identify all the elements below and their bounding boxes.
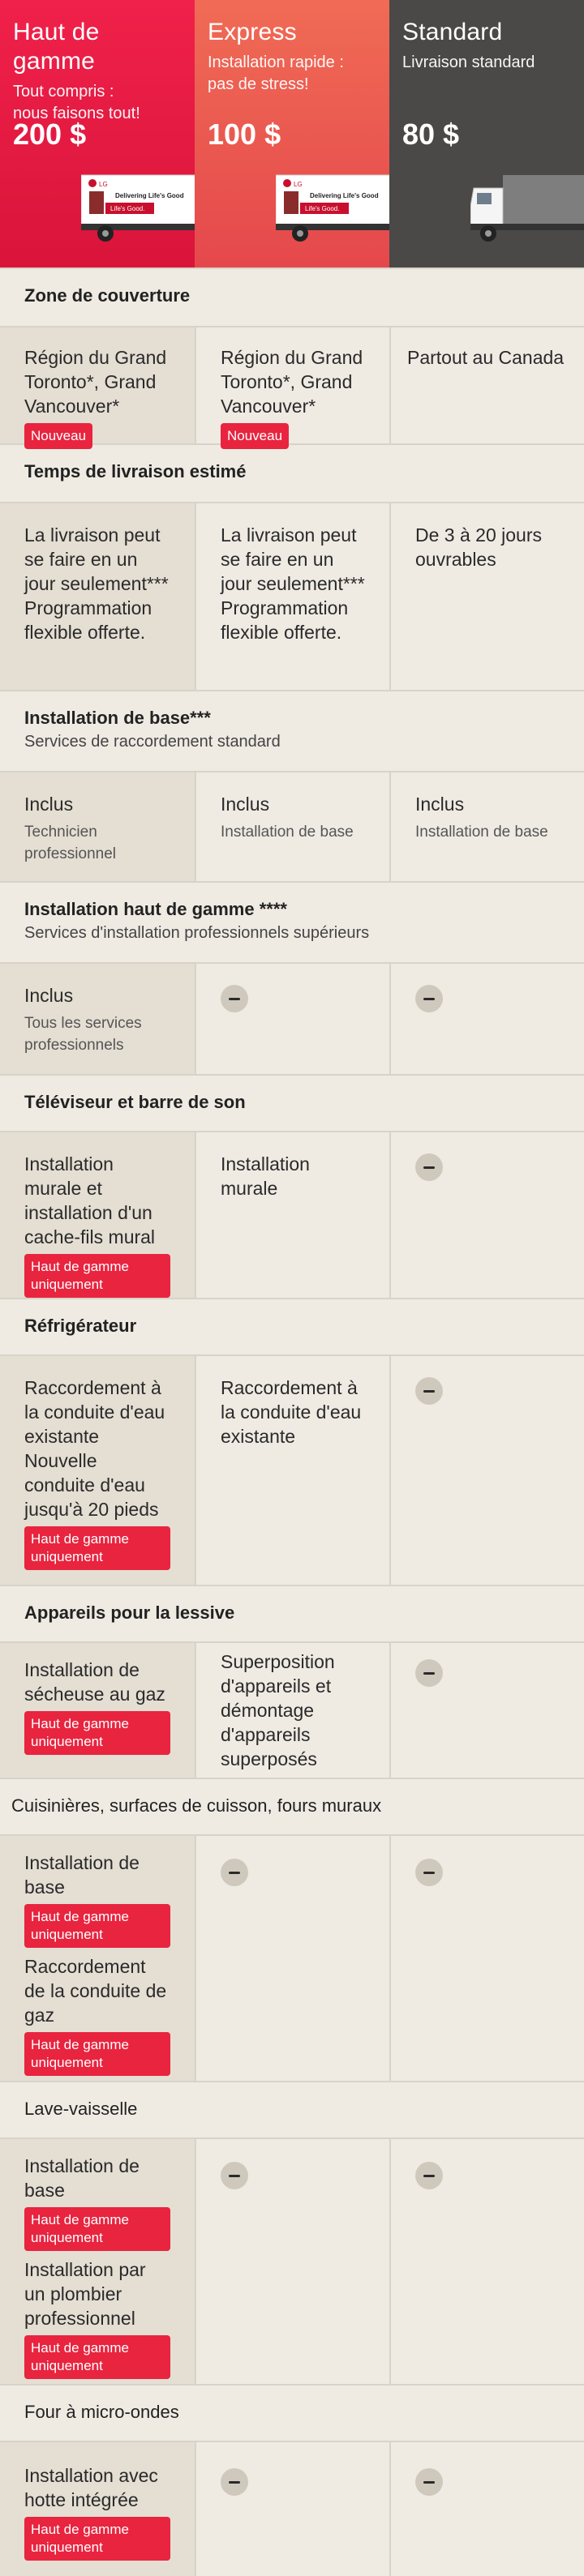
cell-value: Partout au Canada <box>407 347 565 368</box>
coverage-standard <box>389 327 584 443</box>
category-title: Four à micro-ondes <box>24 2402 179 2422</box>
new-badge: Nouveau <box>221 423 289 449</box>
category-tv <box>0 1074 584 1131</box>
microwave-premium <box>0 2442 195 2576</box>
plan-desc-line: Livraison standard <box>402 53 535 71</box>
not-included-icon <box>221 985 248 1012</box>
category-laundry <box>0 1585 584 1641</box>
cell-value: La livraison peut se faire en un jour seulement*** Programmation flexible offerte. <box>24 524 169 643</box>
category-basic-install <box>0 690 584 771</box>
category-title: Réfrigérateur <box>24 1316 137 1336</box>
premium-only-badge: Haut de gamme uniquement <box>24 2517 170 2561</box>
fridge-premium <box>0 1356 195 1585</box>
not-included-icon <box>415 2162 443 2189</box>
not-included-icon <box>221 2162 248 2189</box>
premium-install-standard <box>389 964 584 1074</box>
tv-standard <box>389 1132 584 1298</box>
plan-name: Haut de gamme <box>13 19 100 75</box>
plans-header <box>0 0 584 267</box>
plan-desc-line: pas de stress! <box>208 75 309 93</box>
cell-note: Installation de base <box>221 824 354 841</box>
cell-value: Inclus <box>415 794 465 815</box>
cooking-premium <box>0 1836 195 2081</box>
dishwasher-standard <box>389 2139 584 2384</box>
category-title: Lave-vaisselle <box>24 2099 138 2119</box>
cell-value: Raccordement de la conduite de gaz <box>24 1956 167 2026</box>
cooking-standard <box>389 1836 584 2081</box>
category-title: Appareils pour la lessive <box>24 1603 235 1623</box>
premium-only-badge: Haut de gamme uniquement <box>24 2032 170 2076</box>
cell-note: Technicien professionnel <box>24 824 117 862</box>
cell-value: Raccordement à la conduite d'eau existante Nouvelle conduite d'eau jusqu'à 20 pieds <box>24 1377 165 1520</box>
svg-text:Delivering Life's Good: Delivering Life's Good <box>115 192 184 199</box>
not-included-icon <box>415 2468 443 2496</box>
not-included-icon <box>415 1153 443 1181</box>
laundry-standard <box>389 1643 584 1778</box>
fridge-express <box>195 1356 389 1585</box>
cooking-express <box>195 1836 389 2081</box>
not-included-icon <box>221 2468 248 2496</box>
category-dishwasher <box>0 2081 584 2137</box>
basic-install-row <box>0 771 584 881</box>
coverage-row <box>0 326 584 443</box>
cell-value: Installation avec hotte intégrée <box>24 2465 158 2510</box>
cell-value: Superposition d'appareils et démontage d'appareils superposés <box>221 1651 335 1769</box>
cell-value: Inclus <box>221 794 270 815</box>
premium-only-badge: Haut de gamme uniquement <box>24 2335 170 2379</box>
tv-express <box>195 1132 389 1298</box>
not-included-icon <box>415 1659 443 1687</box>
svg-text:LG: LG <box>294 181 303 188</box>
delivery-time-express <box>195 503 389 690</box>
grey-truck-icon <box>470 170 584 251</box>
category-title: Zone de couverture <box>24 285 191 306</box>
cell-value: De 3 à 20 jours ouvrables <box>415 524 542 570</box>
tv-premium <box>0 1132 195 1298</box>
cell-note: Installation de base <box>415 824 548 841</box>
premium-only-badge: Haut de gamme uniquement <box>24 1526 170 1570</box>
plan-desc-line: Tout compris : <box>13 83 114 101</box>
premium-install-premium <box>0 964 195 1074</box>
not-included-icon <box>415 985 443 1012</box>
fridge-row <box>0 1354 584 1585</box>
category-cooking <box>0 1778 584 1834</box>
plan-price: 100 $ <box>208 118 281 151</box>
coverage-express <box>195 327 389 443</box>
cell-note: Tous les services professionnels <box>24 1015 142 1054</box>
cooking-row <box>0 1834 584 2081</box>
premium-install-express <box>195 964 389 1074</box>
svg-text:Delivering Life's Good: Delivering Life's Good <box>310 192 379 199</box>
premium-only-badge: Haut de gamme uniquement <box>24 1254 170 1298</box>
delivery-time-premium <box>0 503 195 690</box>
premium-only-badge: Haut de gamme uniquement <box>24 1904 170 1948</box>
cell-value: Inclus <box>24 794 74 815</box>
plan-name: Express <box>208 19 297 45</box>
basic-install-standard <box>389 772 584 881</box>
category-subtitle: Services de raccordement standard <box>24 733 281 751</box>
white-truck-icon <box>81 170 195 251</box>
category-premium-install <box>0 881 584 962</box>
basic-install-premium <box>0 772 195 881</box>
microwave-standard <box>389 2442 584 2576</box>
cell-value: Installation par un plombier professionnel <box>24 2259 146 2329</box>
category-title: Cuisinières, surfaces de cuisson, fours muraux <box>11 1795 382 1816</box>
premium-only-badge: Haut de gamme uniquement <box>24 1711 170 1755</box>
microwave-row <box>0 2441 584 2576</box>
category-fridge <box>0 1298 584 1354</box>
basic-install-express <box>195 772 389 881</box>
not-included-icon <box>221 1859 248 1886</box>
premium-install-row <box>0 962 584 1074</box>
coverage-premium <box>0 327 195 443</box>
svg-text:LG: LG <box>99 181 108 188</box>
category-title: Téléviseur et barre de son <box>24 1092 246 1112</box>
svg-text:Life's Good.: Life's Good. <box>110 205 145 212</box>
plan-description <box>402 52 571 74</box>
plan-standard[interactable] <box>389 0 584 267</box>
plan-price: 200 $ <box>13 118 87 151</box>
svg-text:Life's Good.: Life's Good. <box>305 205 340 212</box>
microwave-express <box>195 2442 389 2576</box>
cell-value: Installation de sécheuse au gaz <box>24 1659 165 1705</box>
cell-value: Installation de base <box>24 2155 140 2201</box>
category-microwave <box>0 2384 584 2441</box>
not-included-icon <box>415 1859 443 1886</box>
category-coverage <box>0 267 584 326</box>
plan-description <box>208 52 376 96</box>
delivery-time-row <box>0 502 584 690</box>
cell-value: Installation murale et installation d'un cache-fils mural <box>24 1153 156 1247</box>
white-truck-icon <box>276 170 389 251</box>
plan-desc-line: nous faisons tout! <box>13 105 140 122</box>
fridge-standard <box>389 1356 584 1585</box>
plan-desc-line: Installation rapide : <box>208 53 344 71</box>
cell-value: Raccordement à la conduite d'eau existante <box>221 1377 362 1447</box>
cell-value: Région du Grand Toronto*, Grand Vancouver* <box>221 347 363 417</box>
laundry-express <box>195 1643 389 1778</box>
premium-only-badge: Haut de gamme uniquement <box>24 2207 170 2251</box>
delivery-time-standard <box>389 503 584 690</box>
not-included-icon <box>415 1377 443 1405</box>
dishwasher-row <box>0 2137 584 2384</box>
laundry-premium <box>0 1643 195 1778</box>
plan-name: Standard <box>402 19 503 45</box>
cell-value: Région du Grand Toronto*, Grand Vancouver* <box>24 347 167 417</box>
cell-value: Installation murale <box>221 1153 310 1199</box>
plan-express[interactable] <box>195 0 389 267</box>
category-subtitle: Services d'installation professionnels supérieurs <box>24 924 370 942</box>
cell-value: La livraison peut se faire en un jour seulement*** Programmation flexible offerte. <box>221 524 365 643</box>
plan-premium[interactable] <box>0 0 195 267</box>
cell-value: Installation de base <box>24 1852 140 1898</box>
cell-value: Inclus <box>24 985 74 1006</box>
new-badge: Nouveau <box>24 423 92 449</box>
dishwasher-express <box>195 2139 389 2384</box>
category-title: Temps de livraison estimé <box>24 461 247 481</box>
category-delivery-time <box>0 443 584 502</box>
plan-price: 80 $ <box>402 118 460 151</box>
category-title: Installation haut de gamme **** <box>24 899 287 919</box>
tv-row <box>0 1131 584 1298</box>
dishwasher-premium <box>0 2139 195 2384</box>
category-title: Installation de base*** <box>24 708 211 728</box>
laundry-row <box>0 1641 584 1778</box>
